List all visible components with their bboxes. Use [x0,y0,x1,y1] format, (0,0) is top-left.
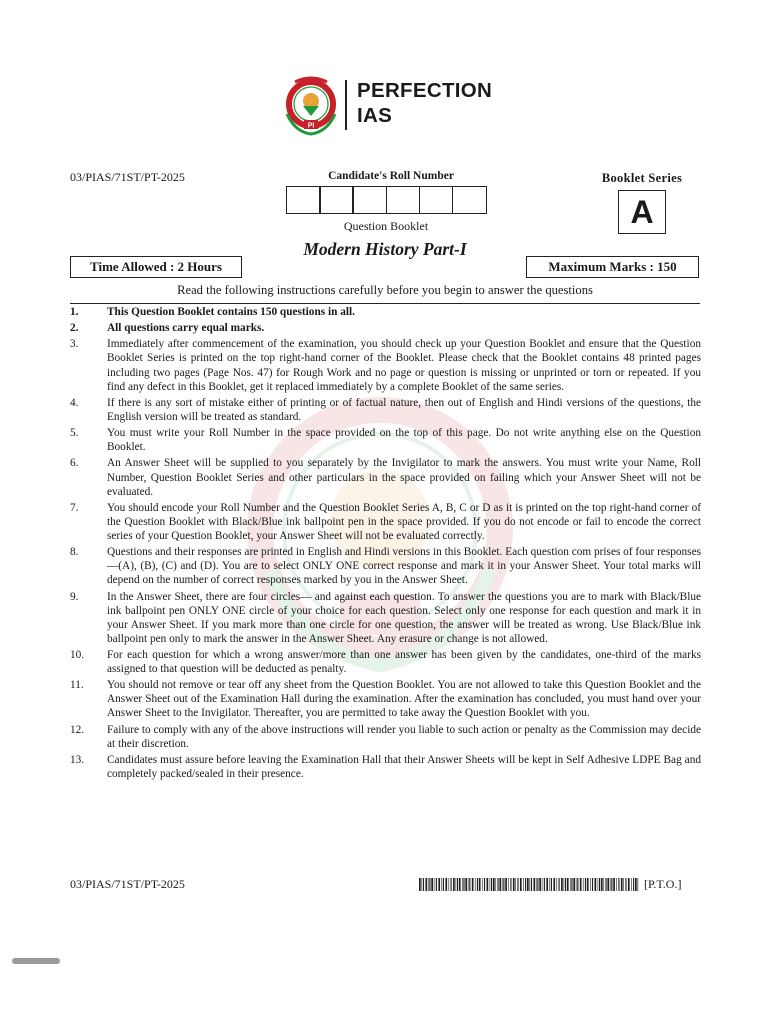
item-text: Candidates must assure before leaving the Examination Hall that their Answer Sheets will be kept in Self Adhesive LDPE Bag and completely packed/sealed in their presence. [107,753,701,781]
list-item [70,456,701,498]
booklet-series-value: A [618,190,666,234]
list-item [70,648,701,676]
roll-digit-box[interactable] [419,186,454,214]
list-item [70,396,701,424]
item-number: 13. [70,753,85,766]
footer-paper-code: 03/PIAS/71ST/PT-2025 [70,877,185,891]
item-number: 5. [70,427,79,440]
item-text: You should encode your Roll Number and the Question Booklet Series A, B, C or D as it is printed on the top right-hand corner of the Question Booklet with Black/Blue ink ballpoint pen in the space provided. If you do not encode or fail to encode the correct series of your Question Booklet, your Answer Sheet will not be evaluated correctly. [107,501,701,542]
item-text: All questions carry equal marks. [107,322,265,335]
item-text: Immediately after commencement of the examination, you should check up your Question Booklet and ensure that the Question Booklet Series is printed on the top right-hand corner of the Booklet. Please check that the Booklet contains 48 printed pages including two pages (Page Nos. 47) for Rough Work and no page or question is missing or unprinted or torn or repeated. If you find any defect in this Booklet, get it replaced immediately by a complete Booklet of the same series. [107,338,701,393]
emblem-text: PI [307,122,315,130]
brand-name-line2: IAS [357,104,393,127]
instructions-list [70,305,701,783]
item-text: For each question for which a wrong answer/more than one answer has been given by the candidates, one-third of the marks assigned to that question will be deducted as penalty. [107,649,701,676]
item-number: 1. [70,306,79,318]
roll-digit-box[interactable] [386,186,421,214]
question-booklet-label: Question Booklet [343,219,429,233]
maximum-marks: Maximum Marks : 150 [526,256,699,278]
brand-name [357,78,492,128]
item-text: An Answer Sheet will be supplied to you separately by the Invigilator to mark the answers. You must write your Name, Roll Number, Question Booklet Series and other particulars in the space provided on failing which your Answer Sheet will not be evaluated. [107,457,701,498]
item-number: 4. [70,396,79,409]
roll-digit-box[interactable] [452,186,487,214]
list-item [70,321,701,335]
item-number: 10. [70,649,85,661]
pto-label: [P.T.O.] [644,877,682,891]
perfection-ias-emblem-icon [283,76,339,136]
item-number: 8. [70,546,79,559]
item-number: 9. [70,590,79,603]
booklet-series-label: Booklet Series [601,171,683,185]
roll-digit-box[interactable] [319,186,354,214]
roll-number-boxes[interactable] [286,186,487,214]
scroll-indicator[interactable] [12,958,60,964]
item-number: 12. [70,723,85,736]
item-text: Questions and their responses are printed in English and Hindi versions in this Booklet. Each question com prises of four responses—(A), (B), (C) and (D). You are to select ONLY ONE correct response and mark it in your Answer Sheet. Your total marks will depend on the number of correct responses marked by you in the Answer Sheet. [107,546,701,587]
logo-divider [345,80,347,130]
item-number: 2. [70,322,79,335]
list-item [70,337,701,393]
item-text: Failure to comply with any of the above instructions will render you liable to such action or penalty as the Commission may decide at their discretion. [107,723,701,750]
list-item [70,501,701,543]
roll-digit-box[interactable] [352,186,387,214]
item-text: This Question Booklet contains 150 questions in all. [107,306,355,318]
item-text: If there is any sort of mistake either of printing or of factual nature, then out of English and Hindi versions of the questions, the English version will be treated as standard. [107,396,701,423]
list-item [70,678,701,720]
item-number: 6. [70,457,79,470]
list-item [70,753,701,781]
brand-name-line1: PERFECTION [357,79,493,102]
list-item [70,426,701,454]
read-instructions-heading: Read the following instructions carefully before you begin to answer the questions [177,283,593,297]
paper-code: 03/PIAS/71ST/PT-2025 [70,170,185,184]
roll-number-label: Candidate's Roll Number [328,170,454,182]
item-text: You must write your Roll Number in the space provided on the top of this page. Do not write anything else on the Question Booklet. [107,427,701,454]
roll-digit-box[interactable] [286,186,321,214]
item-number: 11. [70,679,84,692]
brand-logo [283,76,513,136]
heading-divider [70,303,700,304]
time-allowed: Time Allowed : 2 Hours [70,256,242,278]
list-item [70,305,701,319]
item-text: You should not remove or tear off any sheet from the Question Booklet. You are not allowed to take this Question Booklet and the Answer Sheet out of the Examination Hall during the examination. After the examination has concluded, you must hand over your Answer Sheet to the Invigilator. Thereafter, you are permitted to take away the Question Booklet with you. [107,679,701,720]
list-item [70,590,701,646]
list-item [70,723,701,751]
barcode [419,878,639,891]
item-number: 3. [70,338,79,351]
list-item [70,545,701,587]
item-number: 7. [70,501,79,514]
subject-title: Modern History Part-I [303,239,467,259]
item-text: In the Answer Sheet, there are four circles— and against each question. To answer the questions you are to mark with Black/Blue ink ballpoint pen ONLY ONE circle of your choice for each question. Select only one response for each question and mark it in your Answer Sheet. If you mark more than one circle for one question, the answer will be treated as wrong. Use Black/Blue ink ballpoint pen only to mark the answer in the Answer Sheet. Any erasure or change is not allowed. [107,590,701,645]
